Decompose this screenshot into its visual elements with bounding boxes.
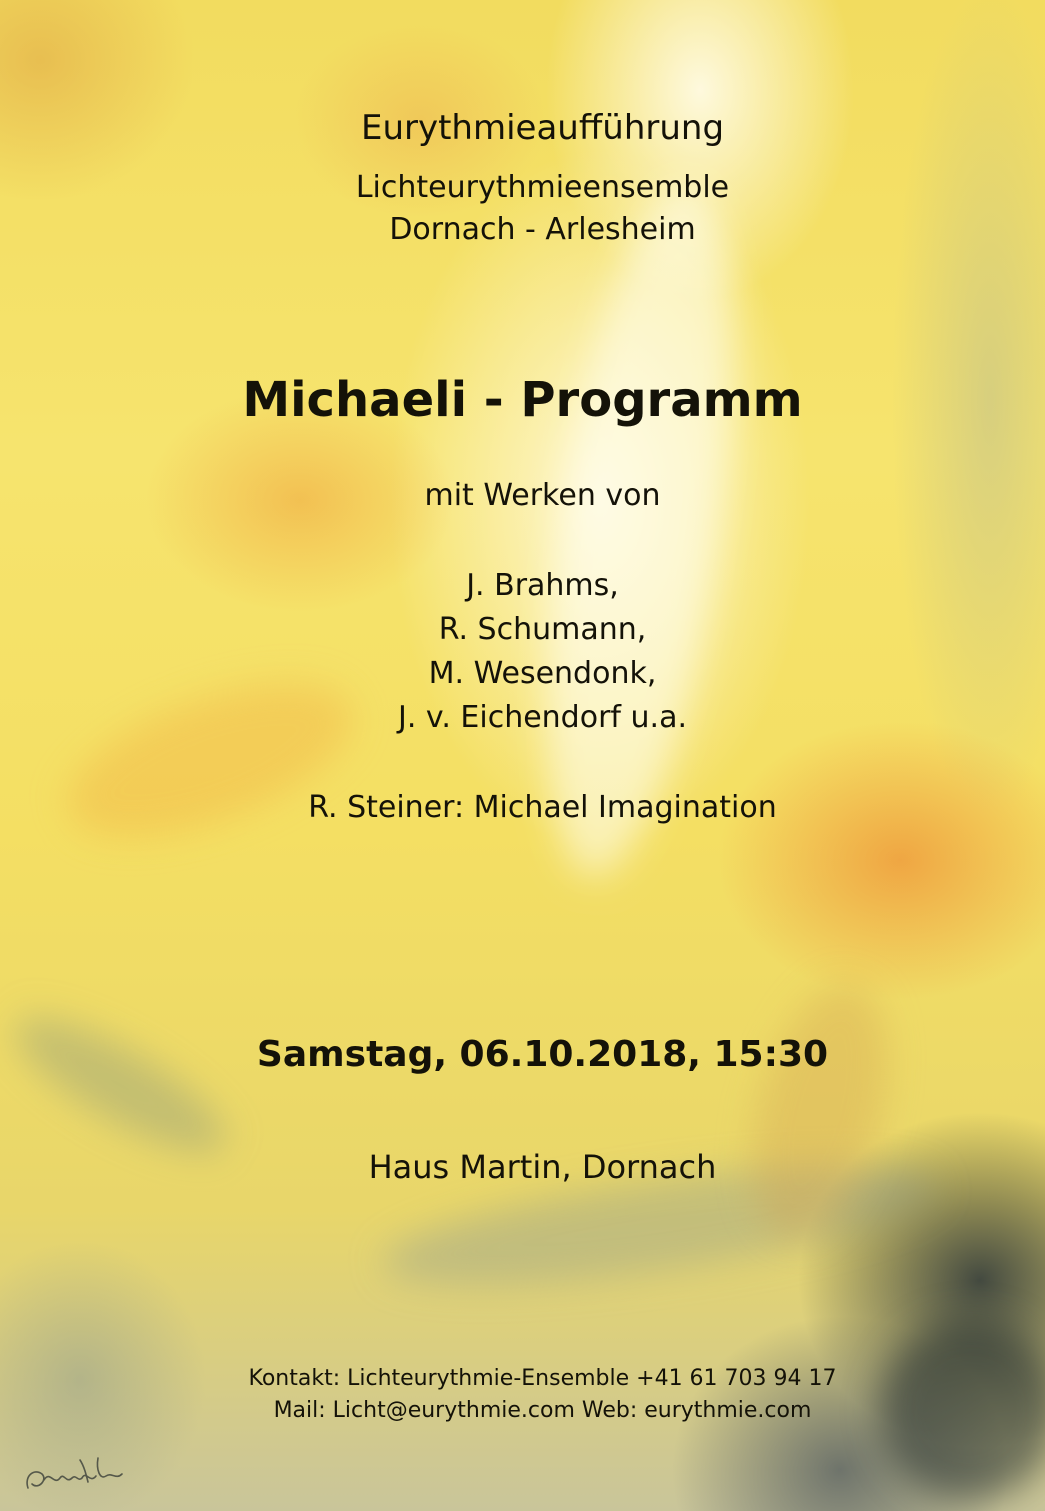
program-title: Michaeli - Programm — [242, 372, 803, 428]
event-type-heading: Eurythmieaufführung — [360, 108, 725, 148]
paint-stroke-white — [512, 172, 768, 887]
composer-item: J. Brahms, — [466, 568, 619, 603]
painter-signature-icon — [20, 1440, 130, 1500]
composer-item: M. Wesendonk, — [428, 656, 657, 691]
contact-line: Kontakt: Lichteurythmie-Ensemble +41 61 703 94 17 — [248, 1366, 837, 1391]
event-date-time: Samstag, 06.10.2018, 15:30 — [256, 1034, 829, 1075]
event-venue: Haus Martin, Dornach — [368, 1148, 717, 1186]
works-intro: mit Werken von — [424, 478, 661, 513]
ensemble-location: Dornach - Arlesheim — [389, 212, 696, 247]
mail-web-line: Mail: Licht@eurythmie.com Web: eurythmie.com — [273, 1398, 812, 1423]
ensemble-name: Lichteurythmieensemble — [355, 170, 730, 205]
composer-item: J. v. Eichendorf u.a. — [398, 700, 687, 735]
composer-item: R. Schumann, — [438, 612, 647, 647]
steiner-work: R. Steiner: Michael Imagination — [308, 790, 777, 825]
